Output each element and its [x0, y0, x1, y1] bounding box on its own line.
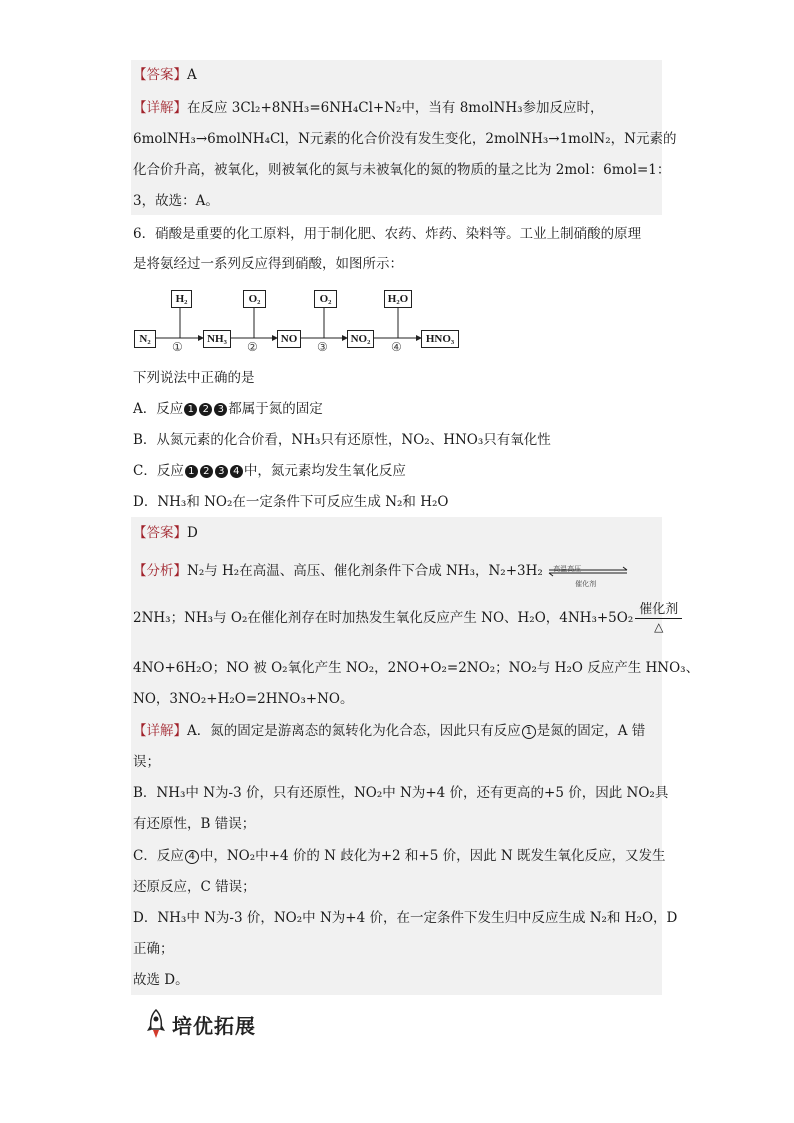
analysis-line-3: 4NO+6H₂O；NO 被 O₂氧化产生 NO₂，2NO+O₂=2NO₂；NO₂与 H₂O 反应产生 HNO₃、	[133, 660, 700, 676]
circled-4: 4	[185, 850, 199, 864]
rocket-icon	[146, 1009, 166, 1039]
question-line-1: 6．硝酸是重要的化工原料，用于制化肥、农药、炸药、染料等。工业上制硝酸的原理	[133, 226, 642, 242]
circled-3: 3	[215, 465, 228, 478]
circled-1: 1	[522, 725, 536, 739]
step-label-4: ④	[391, 340, 402, 354]
detail2-a-post: 是氮的固定，A 错	[536, 723, 646, 739]
catalyst-label: 催化剂	[635, 602, 682, 619]
option-a-pre: A．反应	[133, 401, 184, 417]
option-b: B．从氮元素的化合价看，NH₃只有还原性，NO₂、HNO₃只有氧化性	[133, 432, 551, 448]
answer-value: D	[187, 525, 198, 541]
detail2-c-line-2: 还原反应，C 错误；	[133, 879, 256, 895]
reaction-diagram	[133, 287, 463, 353]
detail2-c-post: 中，NO₂中+4 价的 N 歧化为+2 和+5 价，因此 N 既发生氧化反应，又发生	[199, 848, 666, 864]
circled-2: 2	[200, 465, 213, 478]
answer-tag: 【答案】	[133, 67, 187, 83]
circled-2: 2	[199, 403, 212, 416]
question-stem: 下列说法中正确的是	[133, 370, 255, 386]
reagent-h2: H₂	[171, 290, 192, 308]
equilibrium-condition	[547, 562, 629, 588]
detail2-a-pre: A．氮的固定是游离态的氮转化为化合态，因此只有反应	[187, 723, 521, 739]
brand-logo	[146, 1008, 256, 1040]
analysis-tag: 【分析】	[133, 563, 187, 579]
detail2-conclusion: 故选 D。	[133, 972, 189, 988]
answer2-line	[133, 523, 198, 543]
detail2-d-line-2: 正确；	[133, 941, 174, 957]
logo-text: 培优拓展	[172, 1013, 256, 1038]
analysis-text-1: N₂与 H₂在高温、高压、催化剂条件下合成 NH₃，N₂+3H₂	[187, 563, 543, 579]
answer-value: A	[187, 67, 197, 83]
reagent-o2-2: O₂	[314, 290, 337, 308]
step-label-3: ③	[317, 340, 328, 354]
step-label-1: ①	[172, 340, 183, 354]
detail2-d-line-1: D．NH₃中 N为-3 价，NO₂中 N为+4 价，在一定条件下发生归中反应生成 N₂和 H₂O，D	[133, 910, 678, 926]
circled-1: 1	[184, 403, 197, 416]
reagent-o2-1: O₂	[243, 290, 266, 308]
option-a	[133, 399, 323, 419]
answer1-line	[133, 65, 197, 85]
circled-4: 4	[230, 465, 243, 478]
reaction-condition	[635, 602, 682, 635]
answer-tag: 【答案】	[133, 525, 187, 541]
heat-symbol: △	[654, 620, 664, 634]
analysis-line-1	[133, 561, 629, 588]
detail-tag: 【详解】	[133, 100, 187, 116]
analysis-line-2	[133, 600, 682, 636]
analysis-line-4: NO，3NO₂+H₂O=2HNO₃+NO。	[133, 691, 354, 707]
species-hno3: HNO₃	[421, 330, 459, 348]
circled-1: 1	[185, 465, 198, 478]
detail2-a-line-2: 误；	[133, 754, 160, 770]
detail1-line-3: 化合价升高，被氧化，则被氧化的氮与未被氧化的氮的物质的量之比为 2mol：6mol=1：	[133, 162, 671, 178]
option-c	[133, 461, 406, 481]
detail2-c-pre: C．反应	[133, 848, 184, 864]
option-c-pre: C．反应	[133, 463, 184, 479]
circled-3: 3	[214, 403, 227, 416]
option-c-post: 中，氮元素均发生氧化反应	[243, 463, 406, 479]
detail1-text-1: 在反应 3Cl₂+8NH₃=6NH₄Cl+N₂中，当有 8molNH₃参加反应时，	[187, 100, 604, 116]
condition-top: 高温高压	[553, 564, 582, 573]
condition-bottom: 催化剂	[575, 579, 597, 588]
detail2-b-line-2: 有还原性，B 错误；	[133, 816, 256, 832]
option-d: D．NH₃和 NO₂在一定条件下可反应生成 N₂和 H₂O	[133, 494, 449, 510]
detail1-line-1	[133, 98, 604, 118]
question-line-2: 是将氨经过一系列反应得到硝酸，如图所示：	[133, 256, 403, 272]
detail2-c-line-1	[133, 846, 666, 866]
reagent-h2o: H₂O	[384, 290, 412, 308]
detail1-line-4: 3，故选：A。	[133, 193, 219, 209]
species-nh3: NH₃	[203, 330, 231, 348]
detail1-line-2: 6molNH₃→6molNH₄Cl，N元素的化合价没有发生变化，2molNH₃→1molN₂，N元素的	[133, 131, 677, 147]
species-no: NO	[277, 330, 301, 348]
analysis-text-2: 2NH₃；NH₃与 O₂在催化剂存在时加热发生氧化反应产生 NO、H₂O，4NH₃+5O₂	[133, 610, 634, 626]
species-n2: N₂	[134, 330, 156, 348]
detail-tag: 【详解】	[133, 723, 187, 739]
step-label-2: ②	[247, 340, 258, 354]
species-no2: NO₂	[347, 330, 374, 348]
option-a-post: 都属于氮的固定	[228, 401, 323, 417]
detail2-a-line-1	[133, 721, 645, 741]
detail2-b-line-1: B．NH₃中 N为-3 价，只有还原性，NO₂中 N为+4 价，还有更高的+5 价，因此 NO₂具	[133, 785, 669, 801]
